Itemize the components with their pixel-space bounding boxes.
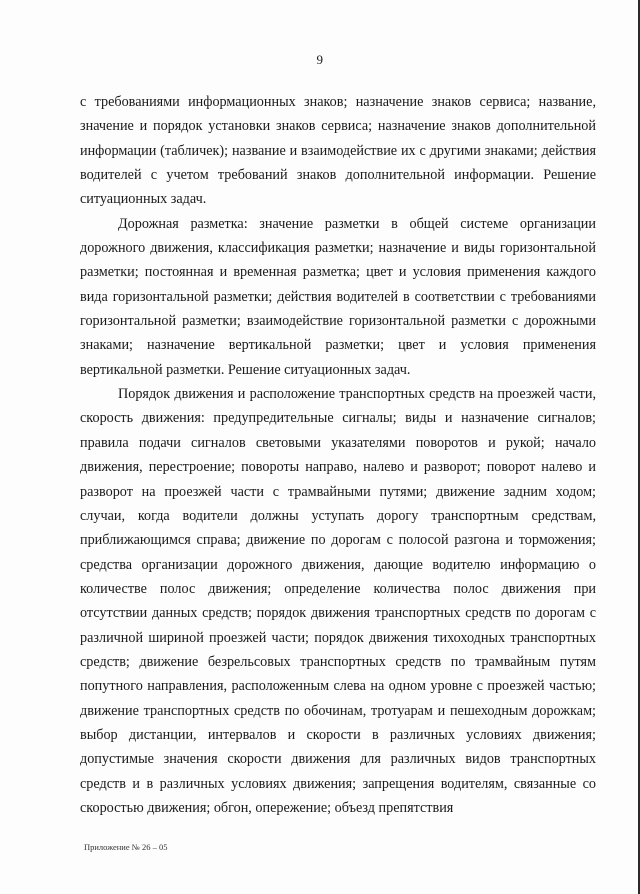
document-body	[80, 90, 596, 820]
paragraph-road-signs-continued: с требованиями информационных знаков; назначение знаков сервиса; название, значение и порядок установки знаков сервиса; назначение знаков дополнительной информации (табличек); название и взаимодействие их с другими знаками; действия водителей с учетом требований знаков дополнительной информации. Решение ситуационных задач.	[80, 94, 596, 208]
paragraph-vehicle-movement-order: Порядок движения и расположение транспортных средств на проезжей части, скорость движения: предупредительные сигналы; виды и назначение сигналов; правила подачи сигналов световыми указателями поворотов и рукой; начало движения, перестроение; повороты направо, налево и разворот; поворот налево и разворот на проезжей части с трамвайными путями; движение задним ходом; случаи, когда водители должны уступать дорогу транспортным средствам, приближающимся справа; движение по дорогам с полосой разгона и торможения; средства организации дорожного движения, дающие водителю информацию о количестве полос движения; определение количества полос движения при отсутствии данных средств; порядок движения транспортных средств по дорогам с различной шириной проезжей части; порядок движения тихоходных транспортных средств; движение безрельсовых транспортных средств по трамвайным путям попутного направления, расположенным слева на одном уровне с проезжей частью; движение транспортных средств по обочинам, тротуарам и пешеходным дорожкам; выбор дистанции, интервалов и скорости в различных условиях движения; допустимые значения скорости движения для различных видов транспортных средств и в различных условиях движения; запрещения водителям, связанные со скоростью движения; обгон, опережение; объезд препятствия	[80, 386, 596, 816]
page-number: 9	[316, 52, 324, 67]
footer-attachment-note: Приложение № 26 – 05	[84, 842, 168, 852]
paragraph-road-markings: Дорожная разметка: значение разметки в общей системе организации дорожного движения, классификация разметки; назначение и виды горизонтальной разметки; постоянная и временная разметка; цвет и условия применения каждого вида горизонтальной разметки; действия водителей в соответствии с требованиями горизонтальной разметки; взаимодействие горизонтальной разметки с дорожными знаками; назначение вертикальной разметки; цвет и условия применения вертикальной разметки. Решение ситуационных задач.	[80, 215, 596, 378]
